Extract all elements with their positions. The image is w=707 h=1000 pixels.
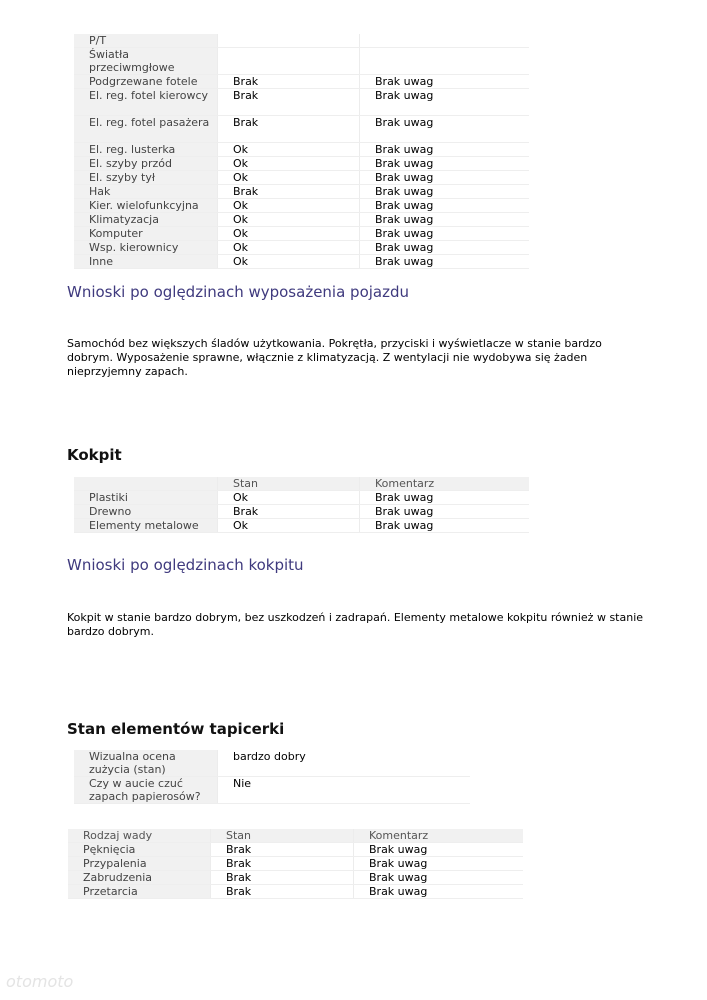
table-row: Światła przeciwmgłowe — [74, 48, 529, 75]
cockpit-heading: Kokpit — [67, 446, 122, 464]
upholstery-summary-table — [74, 750, 470, 804]
table-row: El. reg. fotel pasażera Brak Brak uwag — [74, 116, 529, 143]
cockpit-table — [74, 477, 529, 533]
table-row: Wizualna ocena zużycia (stan) bardzo dobry — [74, 750, 470, 777]
table-row: Inne Ok Brak uwag — [74, 255, 529, 269]
table-row: Klimatyzacja Ok Brak uwag — [74, 213, 529, 227]
upholstery-defects-table — [68, 829, 523, 899]
table-row: Plastiki Ok Brak uwag — [74, 491, 529, 505]
table-row: Komputer Ok Brak uwag — [74, 227, 529, 241]
table-row: El. szyby tył Ok Brak uwag — [74, 171, 529, 185]
table-row: Podgrzewane fotele Brak Brak uwag — [74, 75, 529, 89]
upholstery-heading: Stan elementów tapicerki — [67, 720, 285, 738]
table-row: Drewno Brak Brak uwag — [74, 505, 529, 519]
table-row: Zabrudzenia Brak Brak uwag — [68, 871, 523, 885]
table-row: P/T — [74, 34, 529, 48]
table-header: Stan Komentarz — [74, 477, 529, 491]
equipment-conclusions-heading: Wnioski po oględzinach wyposażenia pojazdu — [67, 283, 410, 301]
cockpit-conclusions-heading: Wnioski po oględzinach kokpitu — [67, 556, 304, 574]
cockpit-conclusions-text: Kokpit w stanie bardzo dobrym, bez uszkodzeń i zadrapań. Elementy metalowe kokpitu również w stanie bardzo dobrym. — [67, 611, 644, 638]
table-row: Przypalenia Brak Brak uwag — [68, 857, 523, 871]
watermark-logo: otomoto — [6, 972, 74, 991]
table-row: El. szyby przód Ok Brak uwag — [74, 157, 529, 171]
table-row: El. reg. fotel kierowcy Brak Brak uwag — [74, 89, 529, 116]
table-row: Czy w aucie czuć zapach papierosów? Nie — [74, 777, 470, 804]
table-row: Pęknięcia Brak Brak uwag — [68, 843, 523, 857]
table-row: Wsp. kierownicy Ok Brak uwag — [74, 241, 529, 255]
table-header: Rodzaj wady Stan Komentarz — [68, 829, 523, 843]
table-row: Kier. wielofunkcyjna Ok Brak uwag — [74, 199, 529, 213]
equipment-table — [74, 34, 529, 269]
table-row: Elementy metalowe Ok Brak uwag — [74, 519, 529, 533]
table-row: Przetarcia Brak Brak uwag — [68, 885, 523, 899]
table-row: El. reg. lusterka Ok Brak uwag — [74, 143, 529, 157]
equipment-conclusions-text: Samochód bez większych śladów użytkowania. Pokrętła, przyciski i wyświetlacze w stanie bardzo dobrym. Wyposażenie sprawne, włącznie z klimatyzacją. Z wentylacji nie wydobywa się żaden nieprzyjemny zapach. — [67, 337, 602, 378]
table-row: Hak Brak Brak uwag — [74, 185, 529, 199]
